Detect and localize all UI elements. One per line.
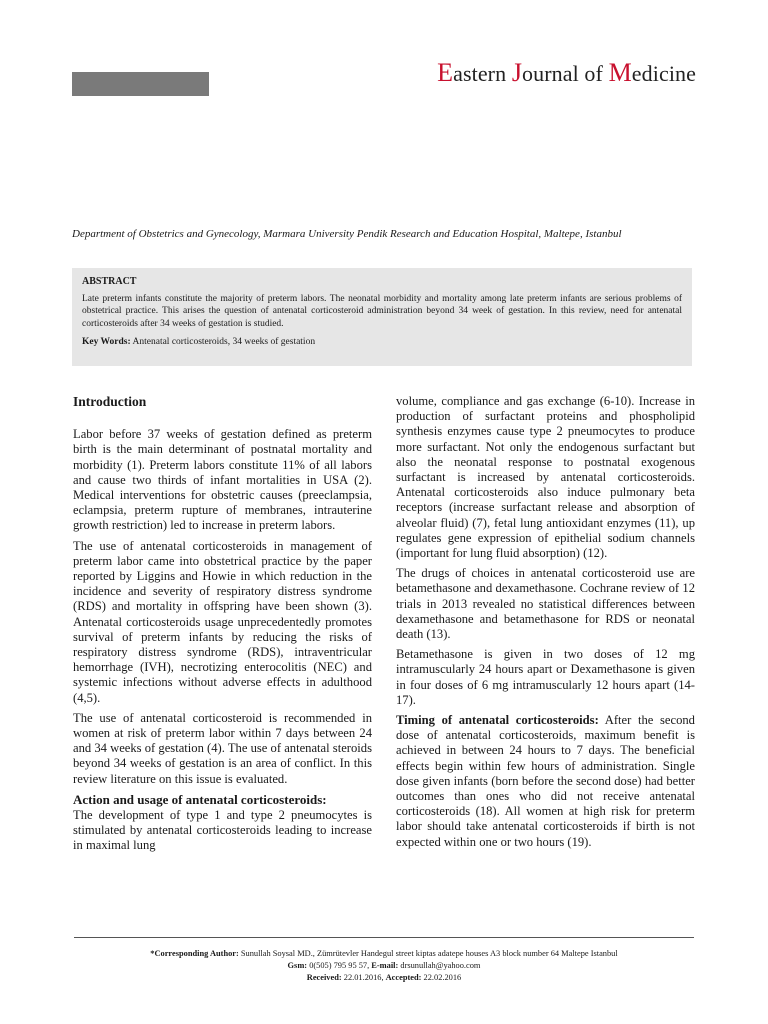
introduction-heading: Introduction xyxy=(73,394,147,409)
abstract-box xyxy=(72,268,692,366)
intro-paragraph-2: The use of antenatal corticosteroids in management of preterm labor came into obstetrical practice by the paper reported by Liggins and Howie in which reduction in the incidence and severity of respiratory distress syndrome (RDS) and mortality in offspring have been shown (3). Antenatal corticosteroids usage unprecedentedly promotes survival of preterm infants by reducing the risks of respiratory distress syndrome (RDS), intraventricular hemorrhage (IVH), necrotizing enterocolitis (NEC) and systemic infections without adverse effects in adulthood (4,5). xyxy=(73,538,372,705)
email-label: E-mail: xyxy=(371,961,399,970)
drugs-paragraph: The drugs of choices in antenatal corticosteroid use are betamethasone and dexamethasone. Cochrane review of 12 trials in 2013 revealed no statistical differences between dexamethasone and betamethasone for RDS or neonatal death (13). xyxy=(396,566,695,642)
email-address[interactable]: drsunullah@yahoo.com xyxy=(400,961,481,970)
abstract-text: Late preterm infants constitute the majority of preterm labors. The neonatal morbidity and mortality among late preterm infants are serious problems of obstetrical practice. This arises the question of antenatal corticosteroid administration beyond 34 week of gestation. In this review, need for antenatal corticosteroids after 34 weeks of gestation is studied. xyxy=(82,293,682,329)
corresponding-author-label: *Corresponding Author: xyxy=(150,949,239,958)
journal-title-part-ournal: ournal of xyxy=(522,61,609,86)
journal-title-initial-e: E xyxy=(437,58,454,87)
corresponding-author-text: Sunullah Soysal MD., Zümrütevler Handegul street kiptas adatepe houses A3 block number 64 Maltepe Istanbul xyxy=(240,949,618,958)
footer-divider xyxy=(74,937,694,938)
dosing-paragraph: Betamethasone is given in two doses of 12 mg intramuscularly 24 hours apart or Dexamethasone is given in four doses of 6 mg intramuscularly 12 hours apart (14-17). xyxy=(396,647,695,707)
keywords-line xyxy=(82,336,682,349)
contact-line xyxy=(74,960,694,972)
journal-title-initial-j: J xyxy=(511,58,523,87)
action-section xyxy=(73,792,372,854)
author-affiliation: Department of Obstetrics and Gynecology, Marmara University Pendik Research and Education Hospital, Maltepe, Istanbul xyxy=(72,228,622,240)
timing-heading: Timing of antenatal corticosteroids: xyxy=(396,713,599,728)
footer xyxy=(74,948,694,984)
redacted-title-block xyxy=(72,72,209,96)
received-date: 22.01.2016, xyxy=(343,973,384,982)
corresponding-author-line xyxy=(74,948,694,960)
intro-paragraph-1: Labor before 37 weeks of gestation defined as preterm birth is the main determinant of postnatal mortality and morbidity (1). Preterm labors constitute 11% of all labors and cause two thirds of infant mortalities in USA (2). Medical interventions for obstetric causes (preeclampsia, eclampsia, preterm rupture of membranes, intrauterine growth restriction) led to increase in preterm labors. xyxy=(73,427,372,533)
action-paragraph-continued: volume, compliance and gas exchange (6-10). Increase in production of surfactant proteins and phospholipid synthesis enzymes cause type 2 pneumocytes to produce more surfactant. Not only the endogenous surfactant but also the neonatal response to postnatal exogenous surfactant is increased by antenatal corticosteroids. Antenatal corticosteroids also induce pulmonary beta receptors (increase surfactant release and absorption of alveolar fluid) (7), fetal lung antioxidant enzymes (11), up regulates gene expression of epithelial sodium channels (important for lung fluid absorption) (12). xyxy=(396,394,695,561)
intro-paragraph-3: The use of antenatal corticosteroid is recommended in women at risk of preterm labor within 7 days between 24 and 34 weeks of gestation (4). The use of antenatal steroids beyond 34 weeks of gestation is an area of conflict. In this review literature on this issue is evaluated. xyxy=(73,710,372,786)
left-column xyxy=(73,394,372,854)
action-paragraph-start: The development of type 1 and type 2 pneumocytes is stimulated by antenatal corticosteroids leading to increase in maximal lung xyxy=(73,808,372,853)
accepted-label: Accepted: xyxy=(385,973,422,982)
abstract-heading: ABSTRACT xyxy=(82,276,137,287)
journal-title-part-astern: astern xyxy=(453,61,512,86)
action-heading: Action and usage of antenatal corticosteroids: xyxy=(73,791,327,807)
received-label: Received: xyxy=(306,973,342,982)
right-column xyxy=(396,394,695,855)
accepted-date: 22.02.2016 xyxy=(423,973,462,982)
dates-line xyxy=(74,972,694,984)
journal-title xyxy=(437,58,696,88)
keywords-text: Antenatal corticosteroids, 34 weeks of gestation xyxy=(132,337,316,347)
journal-title-part-edicine: edicine xyxy=(631,61,696,86)
keywords-label: Key Words: xyxy=(82,337,131,347)
journal-title-initial-m: M xyxy=(608,58,632,87)
gsm-label: Gsm: xyxy=(287,961,308,970)
gsm-number: 0(505) 795 95 57, xyxy=(309,961,370,970)
timing-paragraph: After the second dose of antenatal corticosteroids, maximum benefit is achieved in between 24 hours to 7 days. The beneficial effects begin within few hours of administration. Single dose given infants (born before the second dose) had better outcomes than ones who did not receive antenatal corticosteroids (18). All women at high risk for preterm labor should take antenatal corticosteroids if birth is not expected within one or two hours (19). xyxy=(396,713,695,849)
